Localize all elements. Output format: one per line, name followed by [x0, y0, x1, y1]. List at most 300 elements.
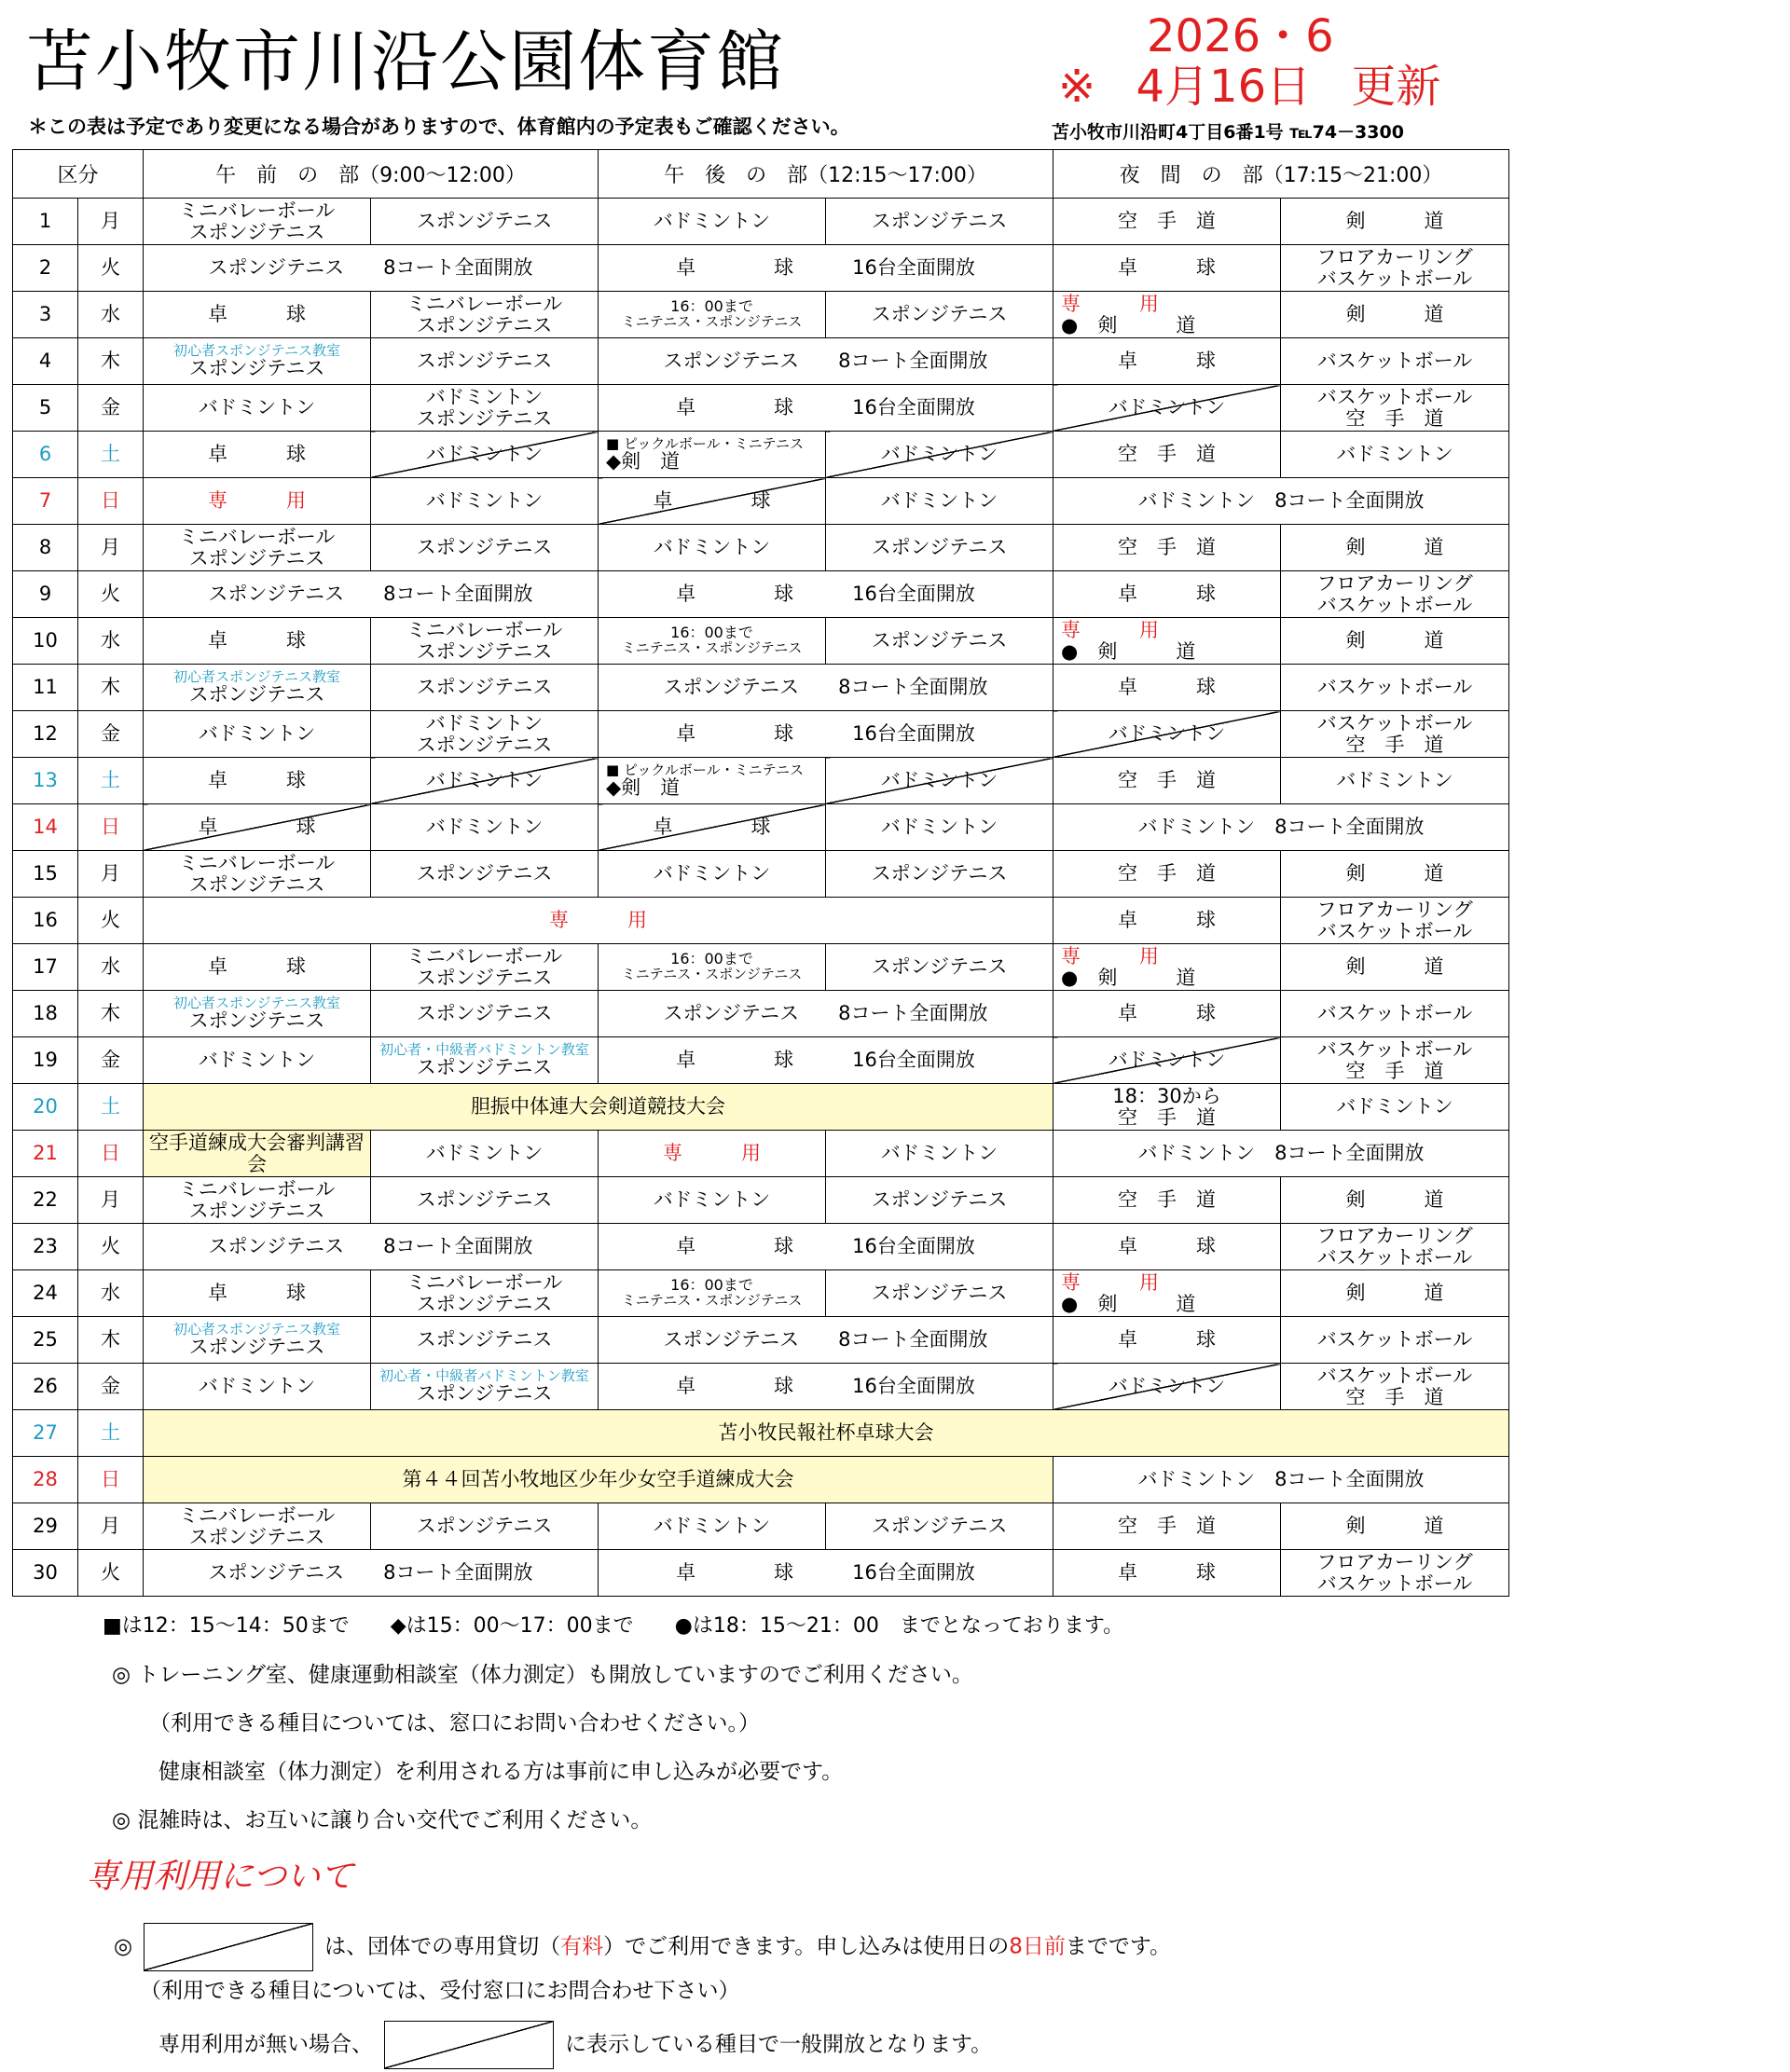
- schedule-cell: [826, 1503, 1053, 1550]
- cell-line: 胆振中体連大会剣道競技大会: [471, 1095, 726, 1118]
- schedule-cell: [1281, 199, 1509, 245]
- cell-line: バドミントン: [880, 1142, 998, 1165]
- schedule-cell: [1053, 1084, 1281, 1131]
- schedule-cell: [144, 245, 599, 292]
- weekday-cell: 水: [78, 292, 144, 338]
- cell-line: 卓 球: [198, 816, 316, 839]
- date-cell: 10: [13, 618, 78, 665]
- date-cell: 22: [13, 1177, 78, 1224]
- cell-line: スポンジテニス 8コート全面開放: [208, 256, 533, 280]
- cell-line: バドミントン: [1336, 443, 1453, 466]
- date-cell: 1: [13, 199, 78, 245]
- schedule-cell: [371, 758, 599, 804]
- schedule-cell: [144, 1457, 1053, 1503]
- date-cell: 2: [13, 245, 78, 292]
- cell-line: 卓 球: [208, 443, 307, 466]
- schedule-cell: [371, 432, 599, 478]
- cell-line: バドミントン: [198, 1375, 316, 1398]
- header-category: 区分: [13, 150, 144, 199]
- cell-line: バドミントン: [198, 1049, 316, 1072]
- schedule-cell: [371, 1037, 599, 1084]
- table-row: [13, 1503, 1509, 1550]
- cell-line: バドミントン: [198, 396, 316, 419]
- cell-line: スポンジテニス: [416, 1002, 553, 1025]
- cell-line: バスケットボール: [1316, 593, 1473, 616]
- schedule-cell: [599, 1550, 1053, 1597]
- schedule-cell: [144, 338, 371, 385]
- cell-line: 16：00まで: [670, 1276, 753, 1295]
- schedule-cell: [144, 1550, 599, 1597]
- schedule-cell: [144, 758, 371, 804]
- cell-line: 空 手 道: [1118, 862, 1217, 885]
- legend-note: ■は12：15～14：50まで ◆は15：00～17：00まで ●は18：15～21：00 までとなっております。: [103, 1614, 1124, 1638]
- cell-line: バドミントン: [653, 210, 771, 233]
- exclusive-text-b: ）でご利用できます。申し込みは使用日の: [603, 1934, 1010, 1959]
- schedule-table: [12, 149, 1509, 1597]
- date-cell: 26: [13, 1364, 78, 1410]
- cell-line: ミニバレーボール: [178, 852, 336, 875]
- cell-line: バドミントン 8コート全面開放: [1137, 489, 1425, 513]
- cell-line: 卓 球 16台全面開放: [676, 396, 975, 419]
- table-row: [13, 1084, 1509, 1131]
- table-row: [13, 1177, 1509, 1224]
- schedule-cell: [144, 1084, 1053, 1131]
- cell-line: スポンジテニス: [871, 210, 1008, 233]
- table-row: [13, 804, 1509, 851]
- schedule-cell: [371, 1131, 599, 1177]
- date-cell: 24: [13, 1270, 78, 1317]
- cell-line: 16：00まで: [670, 950, 753, 968]
- schedule-cell: [1281, 245, 1509, 292]
- cell-line: 卓 球 16台全面開放: [676, 1049, 975, 1072]
- note-training: ◎ トレーニング室、健康運動相談室（体力測定）も開放していますのでご利用ください。: [112, 1663, 973, 1687]
- cell-line: 空 手 道: [1345, 406, 1444, 430]
- cell-line: スポンジテニス: [416, 406, 553, 430]
- weekday-cell: 日: [78, 1131, 144, 1177]
- exclusive-days: 8日前: [1009, 1934, 1066, 1959]
- schedule-cell: [826, 432, 1053, 478]
- schedule-cell: [1053, 525, 1281, 571]
- update-notice: [1058, 50, 1466, 115]
- table-row: [13, 898, 1509, 944]
- cell-line: 卓 球: [1118, 583, 1217, 606]
- cell-line: 剣 道: [1345, 1188, 1444, 1212]
- cell-line: 卓 球: [1118, 909, 1217, 932]
- schedule-cell: [144, 478, 371, 525]
- schedule-cell: [1053, 618, 1281, 665]
- update-label: 更新: [1351, 61, 1441, 113]
- table-row: [13, 1457, 1509, 1503]
- cell-line: 初心者スポンジテニス教室: [173, 667, 341, 685]
- cell-line: 専 用: [1061, 293, 1160, 316]
- schedule-cell: [1053, 1224, 1281, 1270]
- cell-line: 初心者スポンジテニス教室: [173, 994, 341, 1011]
- date-cell: 27: [13, 1410, 78, 1457]
- weekday-cell: 木: [78, 1317, 144, 1364]
- date-cell: 29: [13, 1503, 78, 1550]
- cell-line: 空 手 道: [1345, 733, 1444, 756]
- date-cell: 16: [13, 898, 78, 944]
- schedule-cell: [826, 618, 1053, 665]
- schedule-cell: [1053, 1364, 1281, 1410]
- cell-line: スポンジテニス: [416, 733, 553, 756]
- cell-line: 卓 球: [1118, 256, 1217, 280]
- date-cell: 11: [13, 665, 78, 711]
- schedule-cell: [371, 665, 599, 711]
- date-cell: 6: [13, 432, 78, 478]
- table-row: [13, 245, 1509, 292]
- schedule-cell: [1053, 898, 1281, 944]
- cell-line: スポンジテニス: [871, 629, 1008, 652]
- schedule-cell: [371, 991, 599, 1037]
- cell-line: バドミントン: [653, 1515, 771, 1538]
- cell-line: ミニバレーボール: [406, 1271, 563, 1295]
- schedule-cell: [144, 525, 371, 571]
- schedule-cell: [1053, 478, 1509, 525]
- address: 苫小牧市川沿町4丁目6番1号 ℡74－3300: [1052, 122, 1404, 143]
- cell-line: スポンジテニス: [416, 1328, 553, 1352]
- schedule-cell: [371, 944, 599, 991]
- schedule-cell: [599, 804, 826, 851]
- weekday-cell: 火: [78, 571, 144, 618]
- date-cell: 15: [13, 851, 78, 898]
- weekday-cell: 火: [78, 1550, 144, 1597]
- schedule-cell: [1053, 385, 1281, 432]
- schedule-cell: [144, 898, 1053, 944]
- date-cell: 25: [13, 1317, 78, 1364]
- table-row: [13, 1410, 1509, 1457]
- schedule-cell: [144, 1317, 371, 1364]
- cell-line: バドミントン: [880, 443, 998, 466]
- cell-line: 初心者スポンジテニス教室: [173, 341, 341, 359]
- cell-line: スポンジテニス: [188, 872, 325, 896]
- cell-line: スポンジテニス: [188, 220, 325, 243]
- strike-sample-box-2: [384, 2021, 554, 2069]
- schedule-cell: [144, 1410, 1509, 1457]
- cell-line: ■ ピックルボール・ミニテニス: [606, 434, 805, 452]
- table-row: [13, 432, 1509, 478]
- weekday-cell: 水: [78, 618, 144, 665]
- cell-line: フロアカーリング: [1316, 1225, 1473, 1248]
- schedule-cell: [1281, 432, 1509, 478]
- table-row: [13, 991, 1509, 1037]
- schedule-cell: [599, 1177, 826, 1224]
- table-row: [13, 944, 1509, 991]
- weekday-cell: 木: [78, 665, 144, 711]
- schedule-cell: [826, 944, 1053, 991]
- date-cell: 9: [13, 571, 78, 618]
- cell-line: バドミントン: [425, 443, 544, 466]
- cell-line: スポンジテニス: [416, 639, 553, 663]
- schedule-cell: [144, 711, 371, 758]
- weekday-cell: 土: [78, 758, 144, 804]
- schedule-body: [13, 199, 1509, 1597]
- table-header-row: [13, 150, 1509, 199]
- date-cell: 30: [13, 1550, 78, 1597]
- schedule-cell: [1281, 1224, 1509, 1270]
- cell-line: 卓 球: [208, 303, 307, 326]
- weekday-cell: 月: [78, 199, 144, 245]
- table-row: [13, 1270, 1509, 1317]
- date-cell: 28: [13, 1457, 78, 1503]
- cell-line: スポンジテニス: [188, 546, 325, 569]
- cell-line: 卓 球 16台全面開放: [676, 1375, 975, 1398]
- cell-line: ミニバレーボール: [406, 619, 563, 642]
- schedule-cell: [144, 1177, 371, 1224]
- table-row: [13, 711, 1509, 758]
- cell-line: バドミントン: [425, 386, 544, 409]
- cell-line: バドミントン: [425, 769, 544, 792]
- schedule-cell: [1281, 851, 1509, 898]
- schedule-cell: [1053, 292, 1281, 338]
- cell-line: バスケットボール: [1316, 267, 1473, 290]
- date-cell: 7: [13, 478, 78, 525]
- cell-line: ● 剣 道: [1061, 639, 1196, 663]
- cell-line: 専 用: [663, 1142, 762, 1165]
- schedule-cell: [144, 1270, 371, 1317]
- weekday-cell: 日: [78, 1457, 144, 1503]
- cell-line: 剣 道: [1345, 862, 1444, 885]
- note-health: 健康相談室（体力測定）を利用される方は事前に申し込みが必要です。: [158, 1760, 844, 1784]
- schedule-cell: [599, 292, 826, 338]
- cell-line: バドミントン: [1108, 722, 1226, 746]
- cell-line: ● 剣 道: [1061, 966, 1196, 989]
- schedule-cell: [599, 711, 1053, 758]
- cell-line: 卓 球: [208, 629, 307, 652]
- schedule-cell: [826, 1131, 1053, 1177]
- cell-line: バドミントン: [425, 712, 544, 735]
- schedule-cell: [1281, 711, 1509, 758]
- cell-line: 空 手 道: [1118, 443, 1217, 466]
- cell-line: 初心者・中級者バドミントン教室: [379, 1040, 589, 1058]
- exclusive-inquiry: （利用できる種目については、受付窓口にお問合わせ下さい）: [140, 1979, 740, 2003]
- table-row: [13, 338, 1509, 385]
- note-crowd: ◎ 混雑時は、お互いに譲り合い交代でご利用ください。: [112, 1808, 653, 1832]
- cell-line: バドミントン: [1336, 1095, 1453, 1118]
- cell-line: スポンジテニス: [416, 1056, 553, 1079]
- schedule-cell: [1053, 851, 1281, 898]
- schedule-cell: [599, 432, 826, 478]
- cell-line: ■ ピックルボール・ミニテニス: [606, 761, 805, 778]
- cell-line: フロアカーリング: [1316, 1551, 1473, 1574]
- cell-line: 専 用: [208, 489, 307, 513]
- schedule-cell: [144, 1364, 371, 1410]
- cell-line: ◆剣 道: [606, 776, 681, 800]
- weekday-cell: 土: [78, 1410, 144, 1457]
- schedule-cell: [1281, 338, 1509, 385]
- table-row: [13, 525, 1509, 571]
- cell-line: ● 剣 道: [1061, 1292, 1196, 1315]
- cell-line: 卓 球: [1118, 1561, 1217, 1585]
- exclusive-title: 専用利用について: [86, 1858, 354, 1896]
- schedule-cell: [1281, 618, 1509, 665]
- exclusive-none-b: に表示している種目で一般開放となります。: [565, 2032, 993, 2057]
- cell-line: 卓 球 16台全面開放: [676, 1235, 975, 1258]
- cell-line: スポンジテニス: [416, 862, 553, 885]
- cell-line: スポンジテニス: [416, 1292, 553, 1315]
- schedule-cell: [144, 618, 371, 665]
- cell-line: スポンジテニス: [188, 1525, 325, 1548]
- table-row: [13, 618, 1509, 665]
- schedule-cell: [826, 525, 1053, 571]
- schedule-cell: [1053, 711, 1281, 758]
- schedule-cell: [599, 478, 826, 525]
- cell-line: 空 手 道: [1118, 536, 1217, 559]
- schedule-cell: [371, 478, 599, 525]
- date-cell: 23: [13, 1224, 78, 1270]
- cell-line: 18：30から: [1112, 1085, 1221, 1108]
- cell-line: スポンジテニス 8コート全面開放: [663, 676, 988, 699]
- cell-line: バドミントン: [425, 1142, 544, 1165]
- schedule-cell: [1053, 432, 1281, 478]
- cell-line: 苫小牧民報社杯卓球大会: [718, 1421, 934, 1445]
- cell-line: スポンジテニス: [416, 210, 553, 233]
- schedule-cell: [1281, 1037, 1509, 1084]
- exclusive-rule: [114, 1923, 1171, 1971]
- cell-line: バドミントン: [880, 489, 998, 513]
- schedule-cell: [371, 618, 599, 665]
- cell-line: 卓 球: [208, 769, 307, 792]
- schedule-cell: [371, 292, 599, 338]
- table-row: [13, 758, 1509, 804]
- schedule-cell: [1053, 1131, 1509, 1177]
- cell-line: スポンジテニス 8コート全面開放: [663, 1328, 988, 1352]
- cell-line: 初心者スポンジテニス教室: [173, 1320, 341, 1338]
- cell-line: ミニバレーボール: [406, 945, 563, 968]
- schedule-cell: [144, 851, 371, 898]
- schedule-cell: [599, 758, 826, 804]
- schedule-cell: [826, 478, 1053, 525]
- cell-line: スポンジテニス: [188, 1009, 325, 1033]
- cell-line: バドミントン: [1108, 1049, 1226, 1072]
- cell-line: 空 手 道: [1118, 1515, 1217, 1538]
- date-cell: 14: [13, 804, 78, 851]
- exclusive-mark: ◎: [114, 1934, 133, 1959]
- cell-line: バドミントン: [1108, 396, 1226, 419]
- schedule-cell: [1053, 1177, 1281, 1224]
- cell-line: 卓 球: [1118, 1328, 1217, 1352]
- cell-line: バスケットボール: [1316, 1571, 1473, 1595]
- cell-line: 剣 道: [1345, 1282, 1444, 1305]
- table-row: [13, 1131, 1509, 1177]
- cell-line: スポンジテニス: [871, 536, 1008, 559]
- schedule-cell: [1281, 1503, 1509, 1550]
- table-row: [13, 1037, 1509, 1084]
- schedule-cell: [1053, 571, 1281, 618]
- cell-line: 剣 道: [1345, 536, 1444, 559]
- schedule-cell: [144, 944, 371, 991]
- table-row: [13, 1317, 1509, 1364]
- schedule-cell: [144, 1131, 371, 1177]
- cell-line: 卓 球: [1118, 1235, 1217, 1258]
- cell-line: ミニテニス・スポンジテニス: [621, 1292, 803, 1310]
- exclusive-none-rule: [158, 2021, 992, 2069]
- schedule-cell: [1281, 758, 1509, 804]
- schedule-cell: [371, 1503, 599, 1550]
- schedule-cell: [1053, 1270, 1281, 1317]
- schedule-cell: [599, 618, 826, 665]
- header-morning: 午 前 の 部（9:00～12:00）: [144, 150, 599, 199]
- schedule-cell: [599, 1270, 826, 1317]
- cell-line: 空 手 道: [1118, 1105, 1217, 1129]
- schedule-cell: [826, 851, 1053, 898]
- date-cell: 8: [13, 525, 78, 571]
- cell-line: スポンジテニス 8コート全面開放: [208, 1561, 533, 1585]
- cell-line: バドミントン: [1108, 1375, 1226, 1398]
- schedule-cell: [826, 1270, 1053, 1317]
- table-row: [13, 478, 1509, 525]
- cell-line: 卓 球: [653, 489, 771, 513]
- date-cell: 20: [13, 1084, 78, 1131]
- cell-line: 専 用: [1061, 945, 1160, 968]
- weekday-cell: 木: [78, 338, 144, 385]
- cell-line: スポンジテニス: [416, 1188, 553, 1212]
- schedule-cell: [371, 1270, 599, 1317]
- cell-line: フロアカーリング: [1316, 899, 1473, 922]
- schedule-cell: [144, 1224, 599, 1270]
- update-date: 4月16日: [1136, 61, 1312, 113]
- cell-line: 空 手 道: [1118, 769, 1217, 792]
- table-row: [13, 851, 1509, 898]
- cell-line: バスケットボール: [1316, 712, 1473, 735]
- schedule-cell: [599, 851, 826, 898]
- cell-line: 空手道練成大会審判講習会: [149, 1132, 365, 1175]
- schedule-cell: [144, 199, 371, 245]
- schedule-cell: [599, 1317, 1053, 1364]
- cell-line: スポンジテニス: [871, 1282, 1008, 1305]
- schedule-cell: [1281, 665, 1509, 711]
- schedule-cell: [826, 1177, 1053, 1224]
- cell-line: バスケットボール: [1316, 919, 1473, 942]
- cell-line: スポンジテニス: [871, 1515, 1008, 1538]
- cell-line: スポンジテニス: [416, 1515, 553, 1538]
- cell-line: 専 用: [549, 909, 648, 932]
- schedule-cell: [826, 292, 1053, 338]
- cell-line: バスケットボール: [1316, 1245, 1473, 1269]
- schedule-cell: [599, 944, 826, 991]
- cell-line: 剣 道: [1345, 955, 1444, 979]
- schedule-cell: [1281, 525, 1509, 571]
- schedule-cell: [1053, 991, 1281, 1037]
- schedule-notice: ＊この表は予定であり変更になる場合がありますので、体育館内の予定表もご確認ください。: [28, 116, 850, 138]
- cell-line: バドミントン: [425, 489, 544, 513]
- date-cell: 19: [13, 1037, 78, 1084]
- schedule-cell: [1053, 1550, 1281, 1597]
- cell-line: 空 手 道: [1118, 1188, 1217, 1212]
- header-afternoon: 午 後 の 部（12:15～17:00）: [599, 150, 1053, 199]
- schedule-cell: [144, 571, 599, 618]
- schedule-cell: [1053, 338, 1281, 385]
- cell-line: 卓 球: [208, 955, 307, 979]
- cell-line: スポンジテニス: [871, 303, 1008, 326]
- schedule-cell: [371, 851, 599, 898]
- cell-line: 卓 球: [1118, 676, 1217, 699]
- schedule-cell: [144, 292, 371, 338]
- cell-line: スポンジテニス: [188, 1336, 325, 1359]
- schedule-cell: [144, 804, 371, 851]
- header-evening: 夜 間 の 部（17:15～21:00）: [1053, 150, 1509, 199]
- cell-line: 空 手 道: [1345, 1059, 1444, 1082]
- cell-line: バドミントン: [880, 769, 998, 792]
- schedule-cell: [1053, 1037, 1281, 1084]
- cell-line: 卓 球 16台全面開放: [676, 256, 975, 280]
- schedule-cell: [1281, 1317, 1509, 1364]
- cell-line: バドミントン: [198, 722, 316, 746]
- cell-line: スポンジテニス: [188, 1199, 325, 1222]
- cell-line: バドミントン: [653, 1188, 771, 1212]
- cell-line: 空 手 道: [1118, 210, 1217, 233]
- cell-line: ミニバレーボール: [178, 1178, 336, 1201]
